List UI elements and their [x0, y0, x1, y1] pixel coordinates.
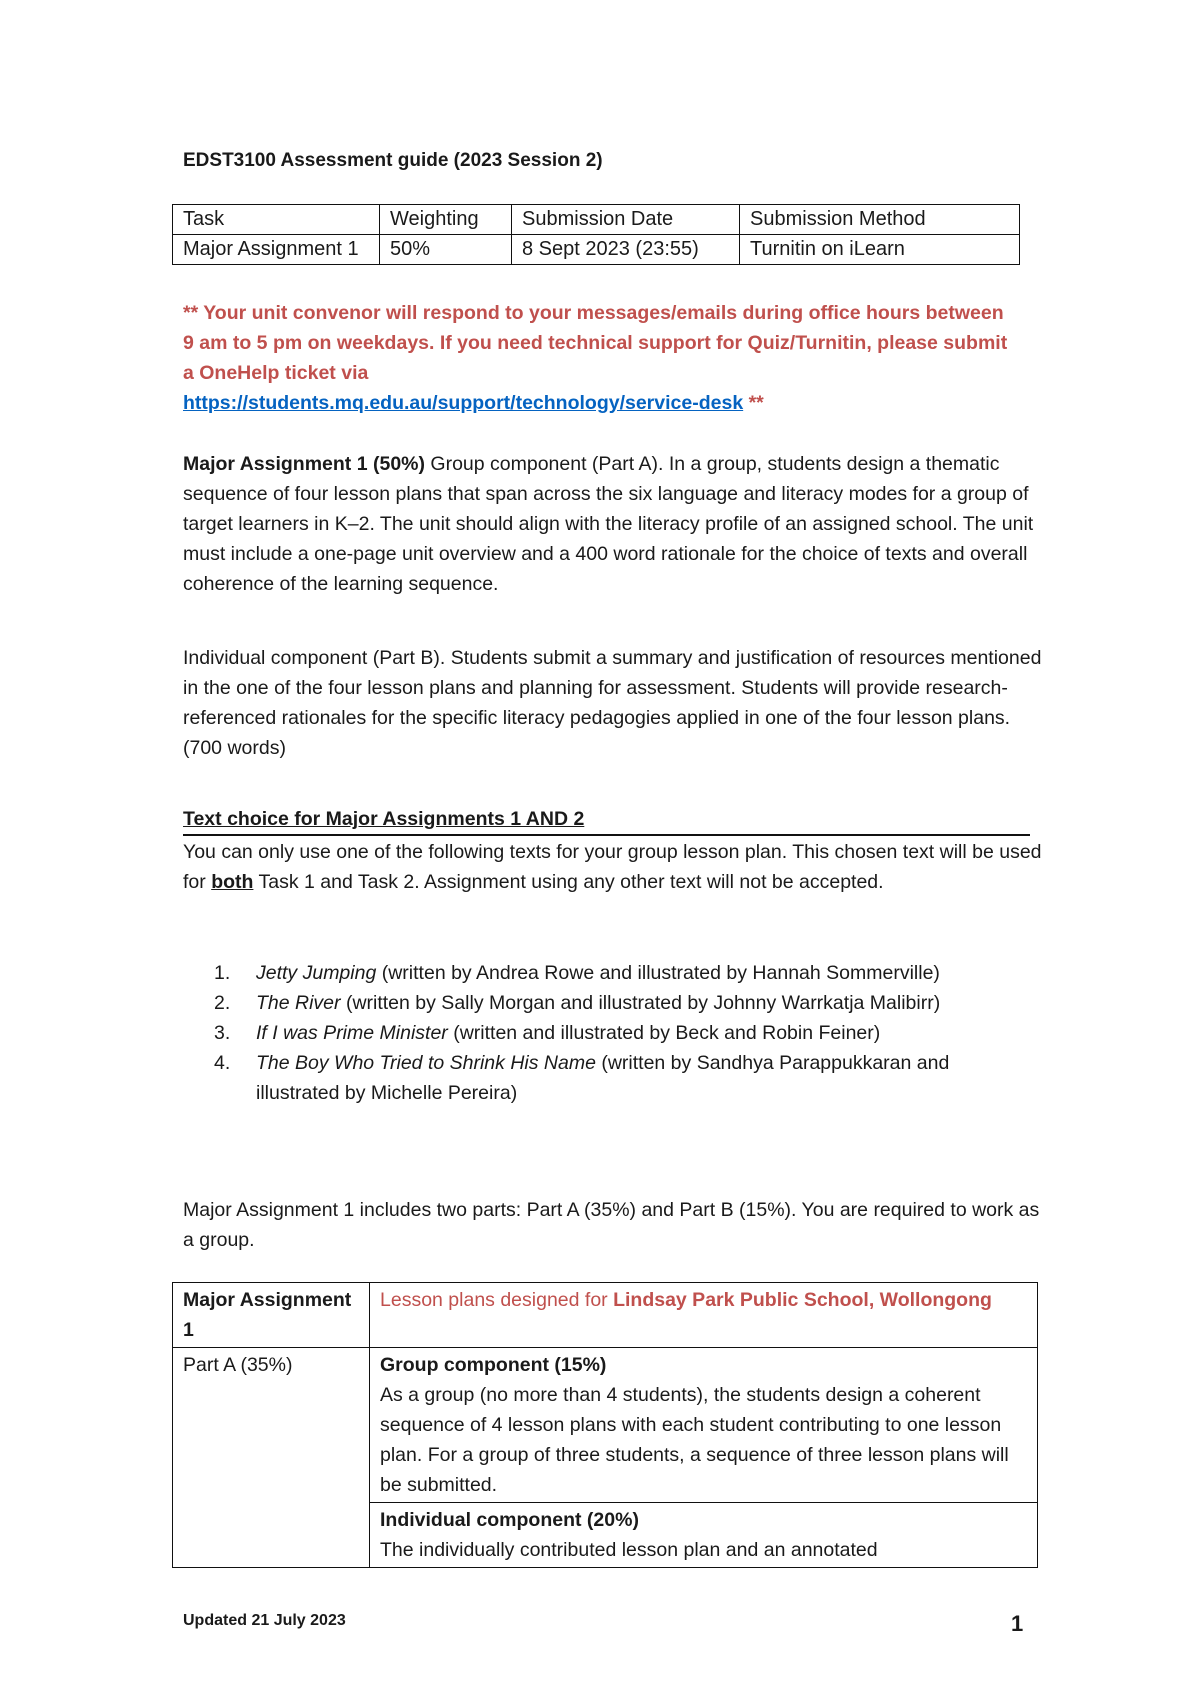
- heading-divider: [183, 834, 1030, 836]
- header-submission-method: Submission Method: [740, 205, 1020, 235]
- parts-paragraph: Major Assignment 1 includes two parts: Part A (35%) and Part B (15%). You are required to work as a group.: [183, 1199, 1040, 1251]
- text-choice-heading: Text choice for Major Assignments 1 AND 2: [183, 808, 585, 830]
- cell-weighting: 50%: [380, 235, 512, 265]
- book-credit: (written by Sandhya Parappukkaran and illustrated by Michelle Pereira): [256, 1052, 950, 1104]
- document-title: EDST3100 Assessment guide (2023 Session 2): [183, 150, 603, 171]
- ma-head-label: Major Assignment 1: [173, 1283, 370, 1348]
- assignment-description: [183, 449, 1043, 599]
- book-credit: (written by Sally Morgan and illustrated by Johnny Warrkatja Malibirr): [340, 992, 941, 1014]
- assessment-summary-table: [172, 204, 1020, 265]
- book-title: Jetty Jumping: [256, 962, 377, 984]
- ma-head-prefix: Lesson plans designed for: [380, 1289, 614, 1311]
- book-credit: (written by Andrea Rowe and illustrated by Hannah Sommerville): [376, 962, 940, 984]
- header-submission-date: Submission Date: [512, 205, 740, 235]
- support-notice: [183, 298, 1013, 418]
- intro-emphasis: both: [211, 871, 254, 893]
- notice-suffix: **: [743, 392, 764, 414]
- ma-head-school: [370, 1283, 1038, 1348]
- book-list: [214, 958, 1014, 1108]
- book-title: The Boy Who Tried to Shrink His Name: [256, 1052, 596, 1074]
- page-number: 1: [1011, 1611, 1024, 1636]
- ma-individual-body: The individually contributed lesson plan and an annotated: [380, 1539, 878, 1561]
- cell-submission-date: 8 Sept 2023 (23:55): [512, 235, 740, 265]
- ma-school-name: Lindsay Park Public School, Wollongong: [613, 1289, 992, 1311]
- list-number: 1.: [214, 962, 231, 984]
- cell-task: Major Assignment 1: [173, 235, 380, 265]
- list-item: [214, 1018, 1014, 1048]
- assignment-lead: Major Assignment 1 (50%): [183, 453, 425, 475]
- service-desk-link[interactable]: https://students.mq.edu.au/support/technology/service-desk: [183, 392, 744, 414]
- book-title: The River: [256, 992, 341, 1014]
- header-task: Task: [173, 205, 380, 235]
- assignment-body: Group component (Part A). In a group, students design a thematic sequence of four lesson plans that span across the six language and literacy modes for a group of target learners in K–2. The unit should align with the literacy profile of an assigned school. The unit must include a one-page unit overview and a 400 word rationale for the choice of texts and overall coherence of the learning sequence.: [183, 453, 1034, 595]
- book-title: If I was Prime Minister: [256, 1022, 448, 1044]
- list-item: [214, 988, 1014, 1018]
- ma-individual-title: Individual component (20%): [380, 1509, 639, 1531]
- intro-before: You can only use one of the following texts for your group lesson plan. This chosen text will be used for: [183, 841, 1042, 893]
- table-row: [173, 235, 1020, 265]
- list-number: 3.: [214, 1022, 231, 1044]
- text-choice-intro: [183, 837, 1043, 897]
- book-credit: (written and illustrated by Beck and Robin Feiner): [447, 1022, 881, 1044]
- ma-individual-cell: [370, 1503, 1038, 1568]
- ma-group-body: As a group (no more than 4 students), the students design a coherent sequence of 4 lesson plans with each student contributing to one lesson plan. For a group of three students, a sequence of three lesson plans will be submitted.: [380, 1384, 1009, 1496]
- intro-after: Task 1 and Task 2. Assignment using any other text will not be accepted.: [253, 871, 884, 893]
- cell-submission-method: Turnitin on iLearn: [740, 235, 1020, 265]
- list-item: [214, 958, 1014, 988]
- table-row: [173, 1348, 1038, 1503]
- major-assignment-table: [172, 1282, 1038, 1568]
- table-header-row: [173, 205, 1020, 235]
- table-header-row: [173, 1283, 1038, 1348]
- header-weighting: Weighting: [380, 205, 512, 235]
- footer-updated: Updated 21 July 2023: [183, 1612, 346, 1629]
- list-number: 4.: [214, 1052, 231, 1074]
- list-number: 2.: [214, 992, 231, 1014]
- ma-group-title: Group component (15%): [380, 1354, 607, 1376]
- ma-part-label: Part A (35%): [173, 1348, 370, 1568]
- ma-group-cell: [370, 1348, 1038, 1503]
- notice-text: ** Your unit convenor will respond to your messages/emails during office hours between 9 am to 5 pm on weekdays. If you need technical support for Quiz/Turnitin, please submit a OneHelp ticket via: [183, 302, 1008, 384]
- individual-component-paragraph: Individual component (Part B). Students submit a summary and justification of resources mentioned in the one of the four lesson plans and planning for assessment. Students will provide research-referenced rationales for the specific literacy pedagogies applied in one of the four lesson plans. (700 words): [183, 647, 1042, 759]
- list-item: [214, 1048, 1014, 1108]
